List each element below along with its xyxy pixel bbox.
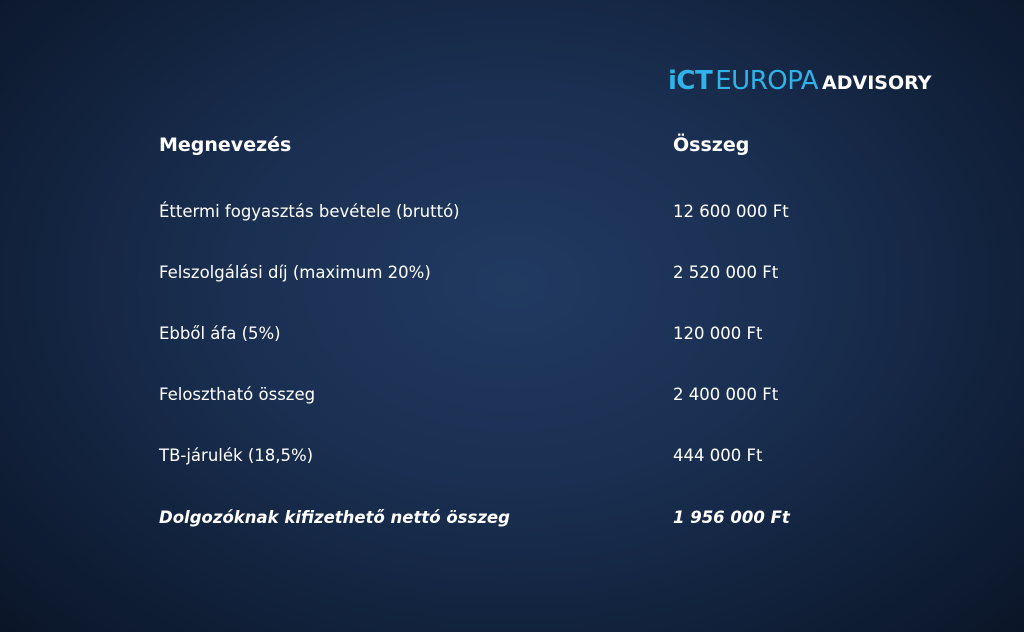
total-value: 1 956 000 Ft [673, 508, 790, 527]
logo-europa-text: EUROPA [715, 66, 819, 96]
total-label: Dolgozóknak kifizethető nettó összeg [159, 508, 510, 527]
table-row [159, 446, 879, 466]
row-value: 2 400 000 Ft [673, 385, 779, 404]
row-value: 444 000 Ft [673, 446, 763, 465]
table-row [159, 263, 879, 283]
table-row [159, 202, 879, 222]
brand-logo [668, 66, 931, 98]
table-row [159, 385, 879, 405]
header-label-amount: Összeg [673, 134, 750, 156]
row-label: Ebből áfa (5%) [159, 324, 281, 343]
row-label: Éttermi fogyasztás bevétele (bruttó) [159, 202, 460, 221]
row-value: 12 600 000 Ft [673, 202, 789, 221]
table-row [159, 324, 879, 344]
header-label-name: Megnevezés [159, 134, 292, 156]
logo-ict-text: iCT [668, 66, 713, 96]
row-label: TB-járulék (18,5%) [159, 446, 314, 465]
row-label: Felosztható összeg [159, 385, 316, 404]
table-total-row [159, 508, 879, 528]
row-label: Felszolgálási díj (maximum 20%) [159, 263, 431, 282]
table-header [159, 130, 879, 156]
row-value: 120 000 Ft [673, 324, 763, 343]
logo-advisory-text: ADVISORY [822, 72, 932, 94]
row-value: 2 520 000 Ft [673, 263, 779, 282]
